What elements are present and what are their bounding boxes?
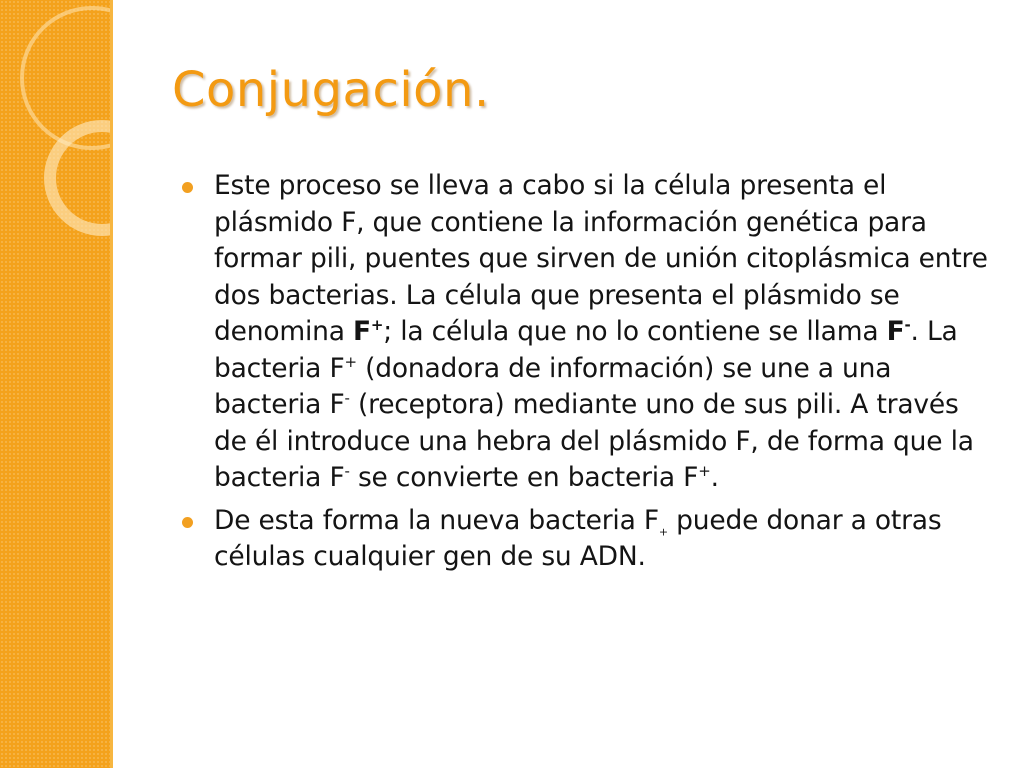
bullet-1-text-5: (receptora) mediante uno de sus pili. A través de él introduce una hebra del plásmido F, de forma que la bacteria F [214,389,974,493]
decorative-sidebar [0,0,113,768]
bullet-1-f-minus-letter: F [886,316,905,347]
bullet-1-sup-6: + [698,462,711,481]
bullet-2-sub-1: + [658,524,668,538]
bullet-dot [182,517,193,528]
decorative-rings [0,0,113,768]
bullet-1-text-7: . [710,462,719,493]
bullet-1-sup-4: - [344,389,350,408]
bullet-1-sup-5: - [344,462,350,481]
sidebar-edge [110,0,113,768]
bullet-1-f-plus-letter: F [352,316,371,347]
bullet-1-text-2: ; la célula que no lo contiene se llama [383,316,887,347]
bullet-1-sup-1: + [370,316,384,335]
bullet-1-text-3: . La bacteria F [214,316,958,384]
bullet-dot [182,182,193,193]
slide-title: Conjugación. [172,62,490,118]
bullet-item-1 [176,168,996,497]
bullet-1-sup-2: - [904,316,911,335]
bullet-1-f-plus [353,316,383,347]
bullet-1-text-6: se convierte en bacteria F [349,462,699,493]
bullet-2-text-2: puede donar a otras células cualquier gen de su ADN. [214,504,942,572]
slide-content [176,168,996,582]
bullet-1-f-minus [887,316,911,347]
ring-thick [50,126,113,230]
bullet-1-text-4: (donadora de información) se une a una bacteria F [214,352,892,420]
bullet-item-2 [176,503,996,576]
bullet-1-text-1: Este proceso se lleva a cabo si la célula presenta el plásmido F, que contiene la información genética para formar pili, puentes que sirven de unión citoplásmica entre dos bacterias. La célula que presenta el plásmido se denomina [214,170,988,347]
bullet-1-sup-3: + [344,352,357,371]
bullet-2-text-1: De esta forma la nueva bacteria F [214,504,659,536]
